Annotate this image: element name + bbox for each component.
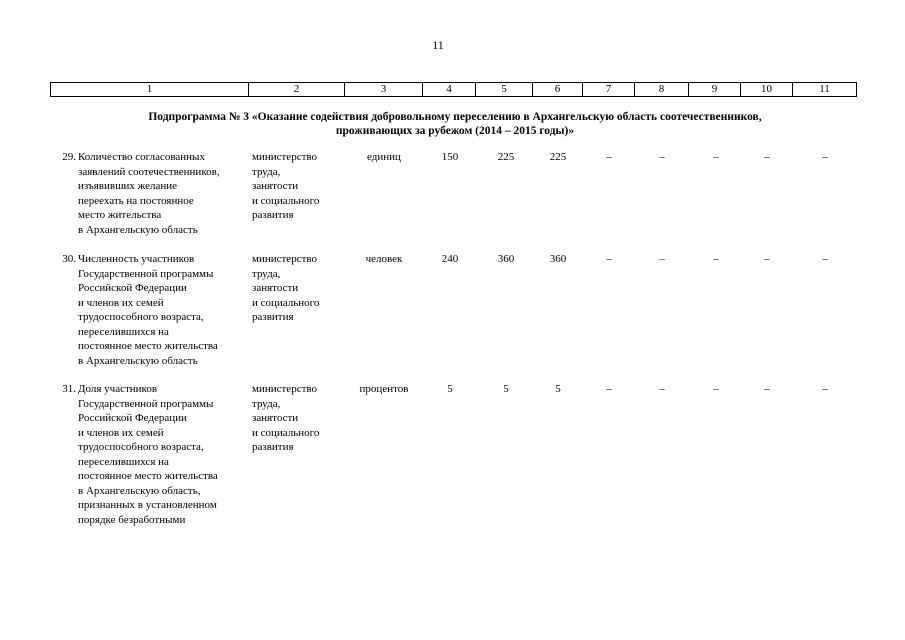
indicator-name-line: порядке безработными <box>78 513 186 526</box>
value-col-6: 360 <box>549 253 567 265</box>
responsible-body-line: занятости <box>252 412 299 424</box>
value-col-8: – <box>659 253 665 265</box>
responsible-body <box>252 382 342 455</box>
indicator-name-line: изъявивших желание <box>78 180 178 192</box>
value-col-10: – <box>764 253 770 265</box>
value-col-8: – <box>659 383 665 395</box>
indicator-name-line: переселившихся на <box>78 325 169 338</box>
value-col-10: – <box>764 383 770 395</box>
value-col-11: – <box>822 151 828 163</box>
value-col-9: – <box>713 383 719 395</box>
column-number-header <box>50 82 857 97</box>
responsible-body-line: и социального <box>252 296 320 309</box>
column-number: 4 <box>423 83 476 97</box>
indicator-name <box>78 252 250 368</box>
indicator-name-line: Российской Федерации <box>78 412 187 424</box>
value-col-9: – <box>713 253 719 265</box>
indicator-name-line: Государственной программы <box>78 397 214 410</box>
value-col-7: – <box>606 253 612 265</box>
responsible-body-line: министерство <box>252 151 318 163</box>
indicator-name-line: трудоспособного возраста, <box>78 441 204 453</box>
value-col-7: – <box>606 151 612 163</box>
indicator-name-line: постоянное место жительства <box>78 340 218 352</box>
responsible-body-line: и социального <box>252 426 320 439</box>
indicator-name-line: и членов их семей <box>78 296 164 309</box>
column-number: 3 <box>345 83 423 97</box>
indicator-name-line: переселившихся на <box>78 455 169 468</box>
value-col-5: 225 <box>497 151 515 163</box>
responsible-body-line: министерство <box>252 383 318 395</box>
responsible-body <box>252 252 342 325</box>
responsible-body-line: труда, <box>252 267 281 280</box>
column-number: 2 <box>249 83 345 97</box>
indicator-name <box>78 382 250 527</box>
indicator-name-line: заявлений соотечественников, <box>78 165 220 178</box>
value-col-8: – <box>659 151 665 163</box>
column-number: 8 <box>635 83 689 97</box>
indicator-name <box>78 150 250 237</box>
responsible-body-line: и социального <box>252 194 320 207</box>
column-number: 11 <box>793 83 857 97</box>
unit-of-measure: единиц <box>367 151 401 163</box>
indicator-name-line: Количество согласованных <box>78 151 205 163</box>
responsible-body-line: занятости <box>252 282 299 294</box>
responsible-body-line: занятости <box>252 180 299 192</box>
indicator-name-line: в Архангельскую область, <box>78 484 201 497</box>
column-number: 10 <box>741 83 793 97</box>
indicator-name-line: место жительства <box>78 209 162 221</box>
responsible-body-line: министерство <box>252 253 318 265</box>
value-col-4: 150 <box>441 151 459 163</box>
value-col-5: 5 <box>503 383 509 395</box>
value-col-6: 225 <box>549 151 567 163</box>
value-col-10: – <box>764 151 770 163</box>
indicator-name-line: трудоспособного возраста, <box>78 311 204 323</box>
value-col-4: 240 <box>441 253 459 265</box>
responsible-body-line: развития <box>252 311 294 323</box>
column-number: 1 <box>51 83 249 97</box>
column-number: 9 <box>689 83 741 97</box>
column-number: 5 <box>476 83 533 97</box>
indicator-name-line: и членов их семей <box>78 426 164 439</box>
row-number: 29. <box>62 151 76 163</box>
indicator-name-line: в Архангельскую область <box>78 354 198 367</box>
unit-of-measure: процентов <box>359 383 409 395</box>
responsible-body-line: труда, <box>252 165 281 178</box>
page-number: 11 <box>432 38 444 52</box>
value-col-11: – <box>822 253 828 265</box>
indicator-name-line: признанных в установленном <box>78 499 217 511</box>
row-number: 30. <box>62 253 76 265</box>
responsible-body-line: развития <box>252 441 294 453</box>
value-col-11: – <box>822 383 828 395</box>
indicator-name-line: Российской Федерации <box>78 282 187 294</box>
subprogram-title-line: Подпрограмма № 3 «Оказание содействия добровольному переселению в Архангельскую область соотечественников, <box>148 111 762 123</box>
indicator-name-line: Государственной программы <box>78 267 214 280</box>
responsible-body-line: развития <box>252 209 294 221</box>
responsible-body-line: труда, <box>252 397 281 410</box>
unit-of-measure: человек <box>365 253 403 265</box>
column-number: 6 <box>533 83 583 97</box>
indicator-name-line: Доля участников <box>78 383 158 395</box>
indicator-name-line: постоянное место жительства <box>78 470 218 482</box>
column-number: 7 <box>583 83 635 97</box>
value-col-4: 5 <box>447 383 453 395</box>
value-col-9: – <box>713 151 719 163</box>
row-number: 31. <box>62 383 76 395</box>
indicator-name-line: переехать на постоянное <box>78 194 194 207</box>
subprogram-title <box>90 110 820 138</box>
indicator-name-line: Численность участников <box>78 253 195 265</box>
indicator-name-line: в Архангельскую область <box>78 223 198 236</box>
subprogram-title-line: проживающих за рубежом (2014 – 2015 годы)» <box>335 125 575 137</box>
value-col-7: – <box>606 383 612 395</box>
responsible-body <box>252 150 342 223</box>
value-col-5: 360 <box>497 253 515 265</box>
value-col-6: 5 <box>555 383 561 395</box>
